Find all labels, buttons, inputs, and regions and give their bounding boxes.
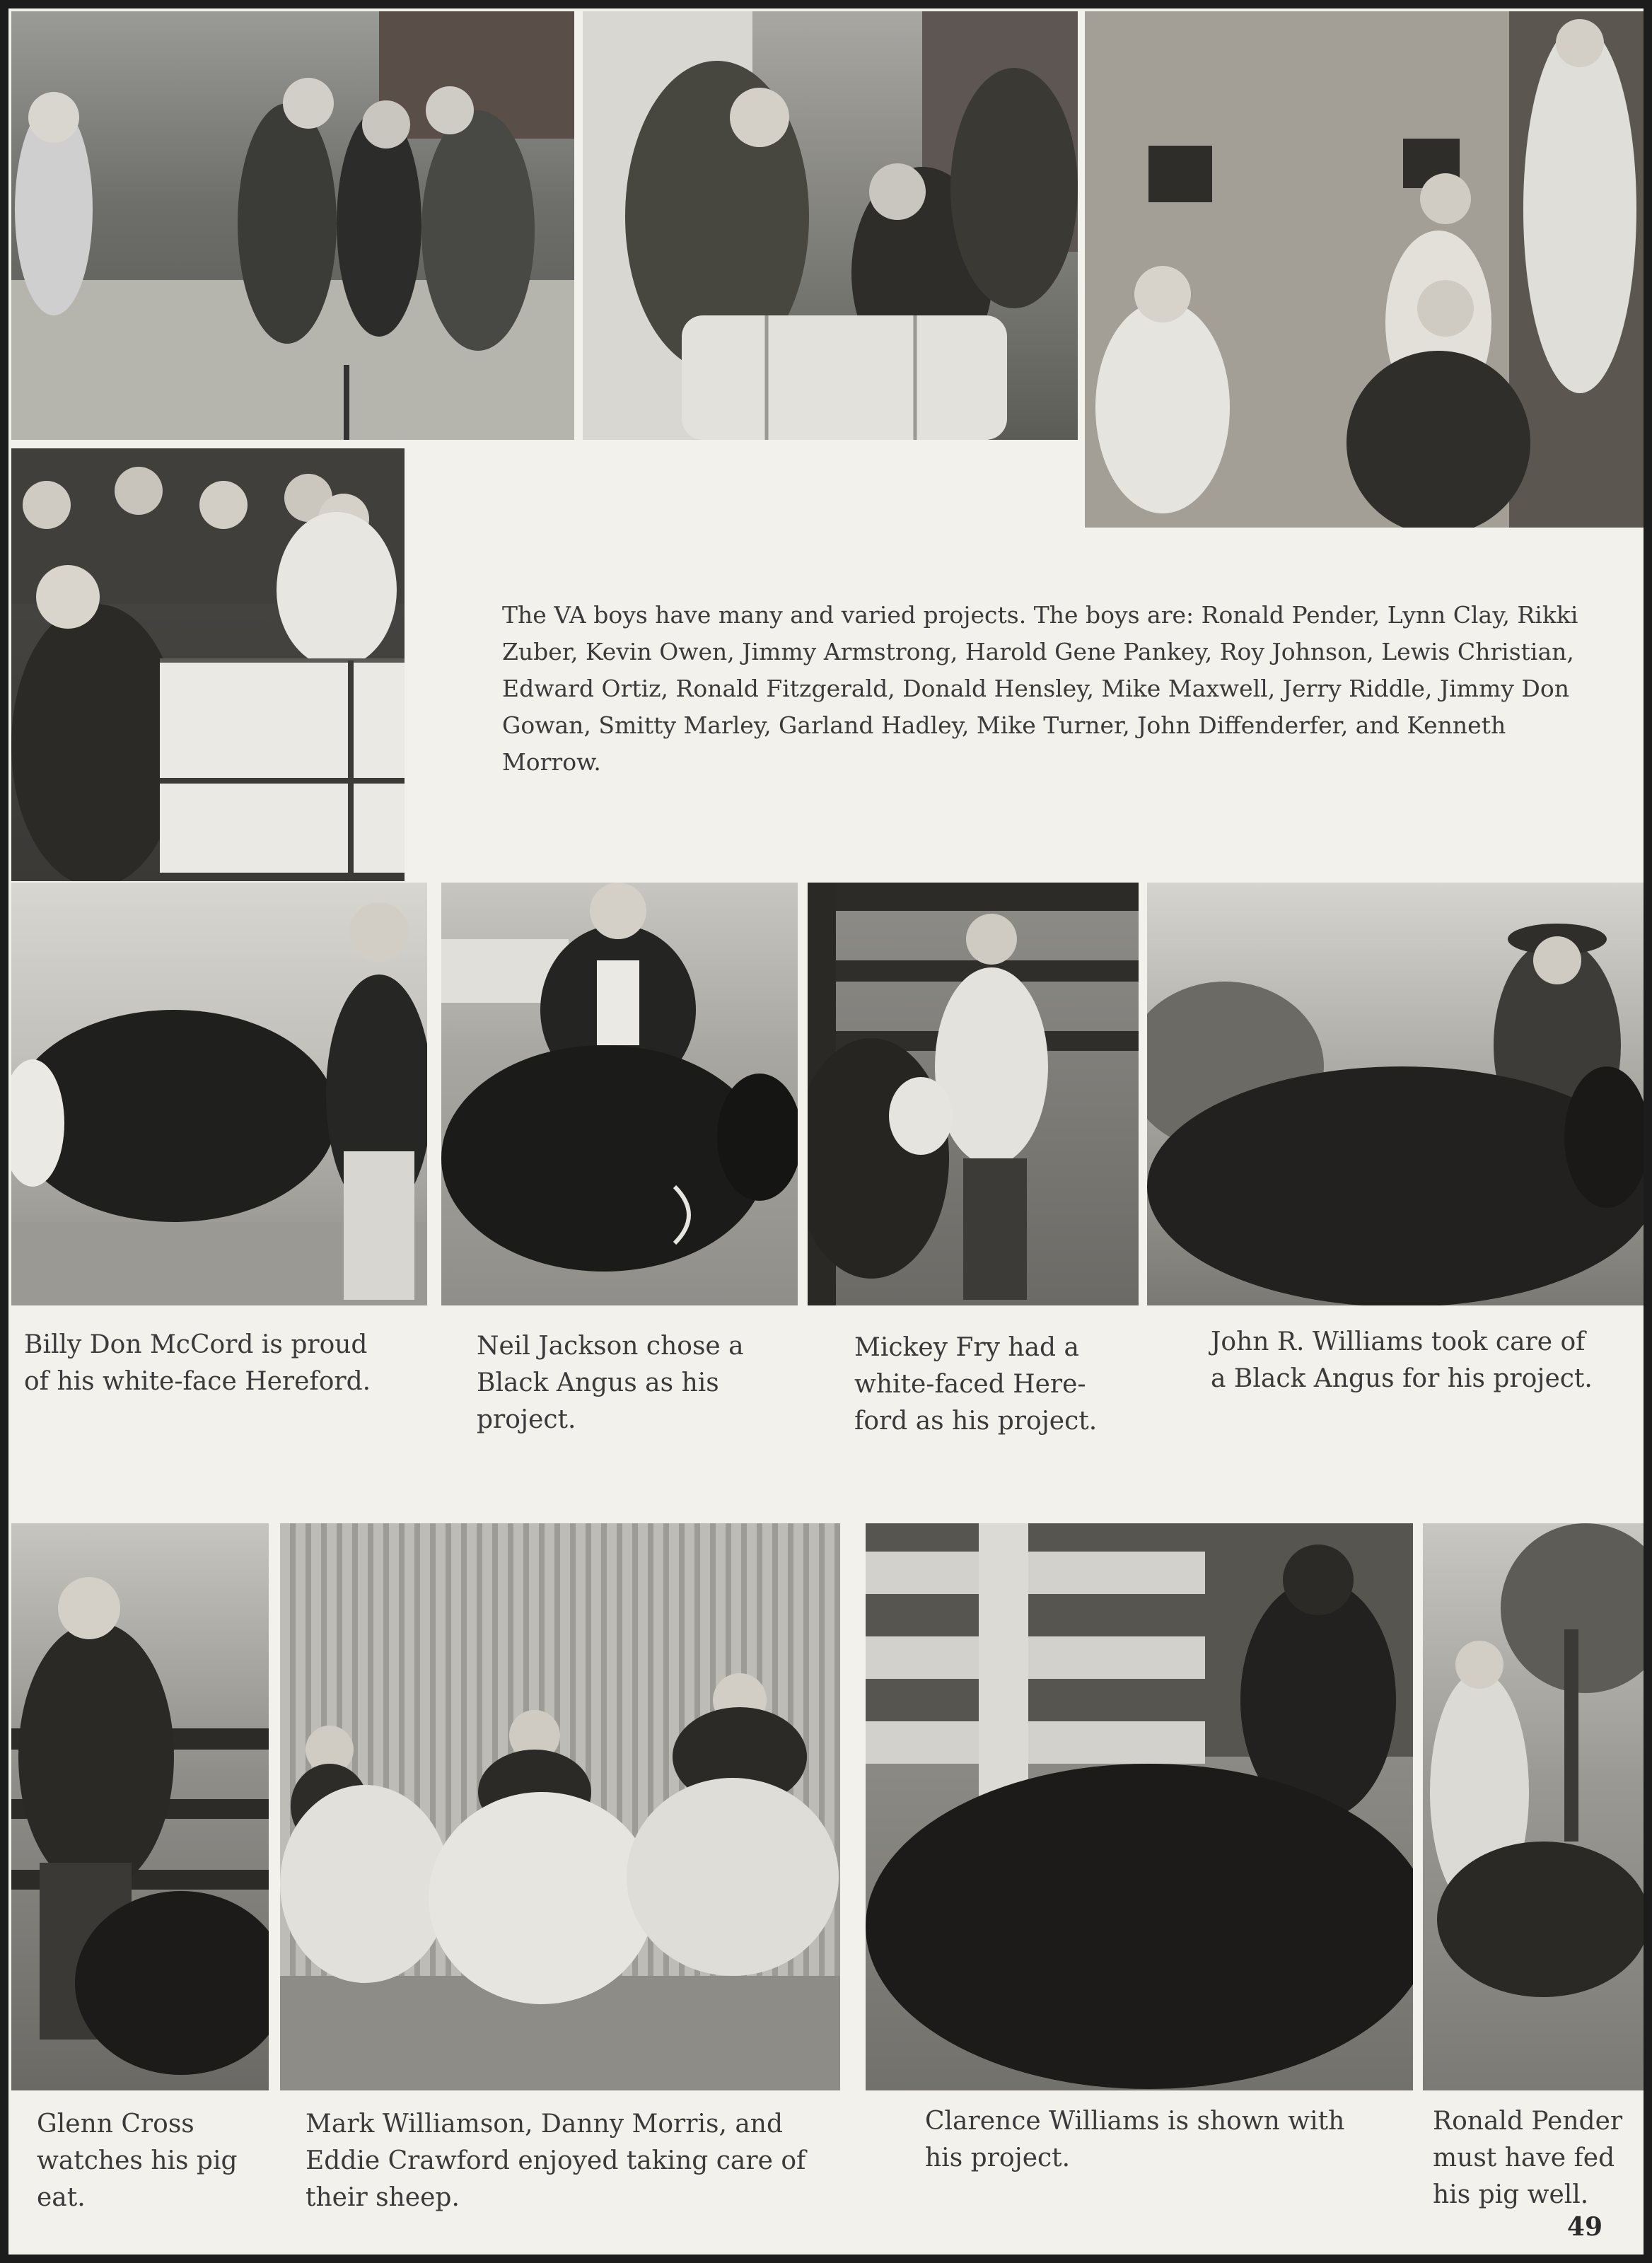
caption-fry: Mickey Fry had a white-faced Here- ford as his project. — [854, 1333, 1098, 1436]
photo-fry-hereford — [808, 883, 1139, 1305]
caption-clarence: Clarence Williams is shown with his project. — [925, 2107, 1345, 2172]
caption-williams: John R. Williams took care of a Black Angus for his project. — [1211, 1327, 1593, 1393]
intro-caption: The VA boys have many and varied projects. The boys are: Ronald Pender, Lynn Clay, Rikki Zuber, Kevin Owen, Jimmy Armstrong, Harold Gene Pankey, Roy Johnson, Lewis Christian, Edward Ortiz, Ronald Fitzgerald, Donald Hensley, Mike Maxwell, Jerry Riddle, Jimmy Don Gowan, Smitty Marley, Garland Hadley, Mike Turner, John Diffenderfer, and Kenneth Morrow. — [502, 601, 1578, 776]
photo-williams-black-angus — [1147, 883, 1644, 1305]
caption-cross: Glenn Cross watches his pig eat. — [37, 2110, 238, 2212]
yearbook-page — [8, 8, 1644, 2255]
caption-jackson: Neil Jackson chose a Black Angus as his project. — [477, 1332, 744, 1434]
photo-boys-barrel-welding — [583, 11, 1078, 440]
photo-pender-pig — [1423, 1523, 1644, 2090]
photo-mccord-hereford — [11, 883, 427, 1305]
photo-boys-wall-fixture — [1085, 11, 1644, 528]
caption-mccord: Billy Don McCord is proud of his white-face Hereford. — [24, 1330, 371, 1396]
photo-cross-pig — [11, 1523, 269, 2090]
photo-boys-kneeling-shop-yard — [11, 11, 574, 440]
caption-sheep: Mark Williamson, Danny Morris, and Eddie Crawford enjoyed taking care of their sheep. — [306, 2110, 806, 2212]
photo-jackson-black-angus — [441, 883, 798, 1305]
caption-pender: Ronald Pender must have fed his pig well. — [1433, 2107, 1623, 2209]
page-number: 49 — [1566, 2212, 1602, 2242]
photo-boys-sawhorse-project — [11, 448, 405, 881]
photo-sheep-trio — [280, 1523, 840, 2090]
photo-clarence-williams-pig — [866, 1523, 1413, 2090]
